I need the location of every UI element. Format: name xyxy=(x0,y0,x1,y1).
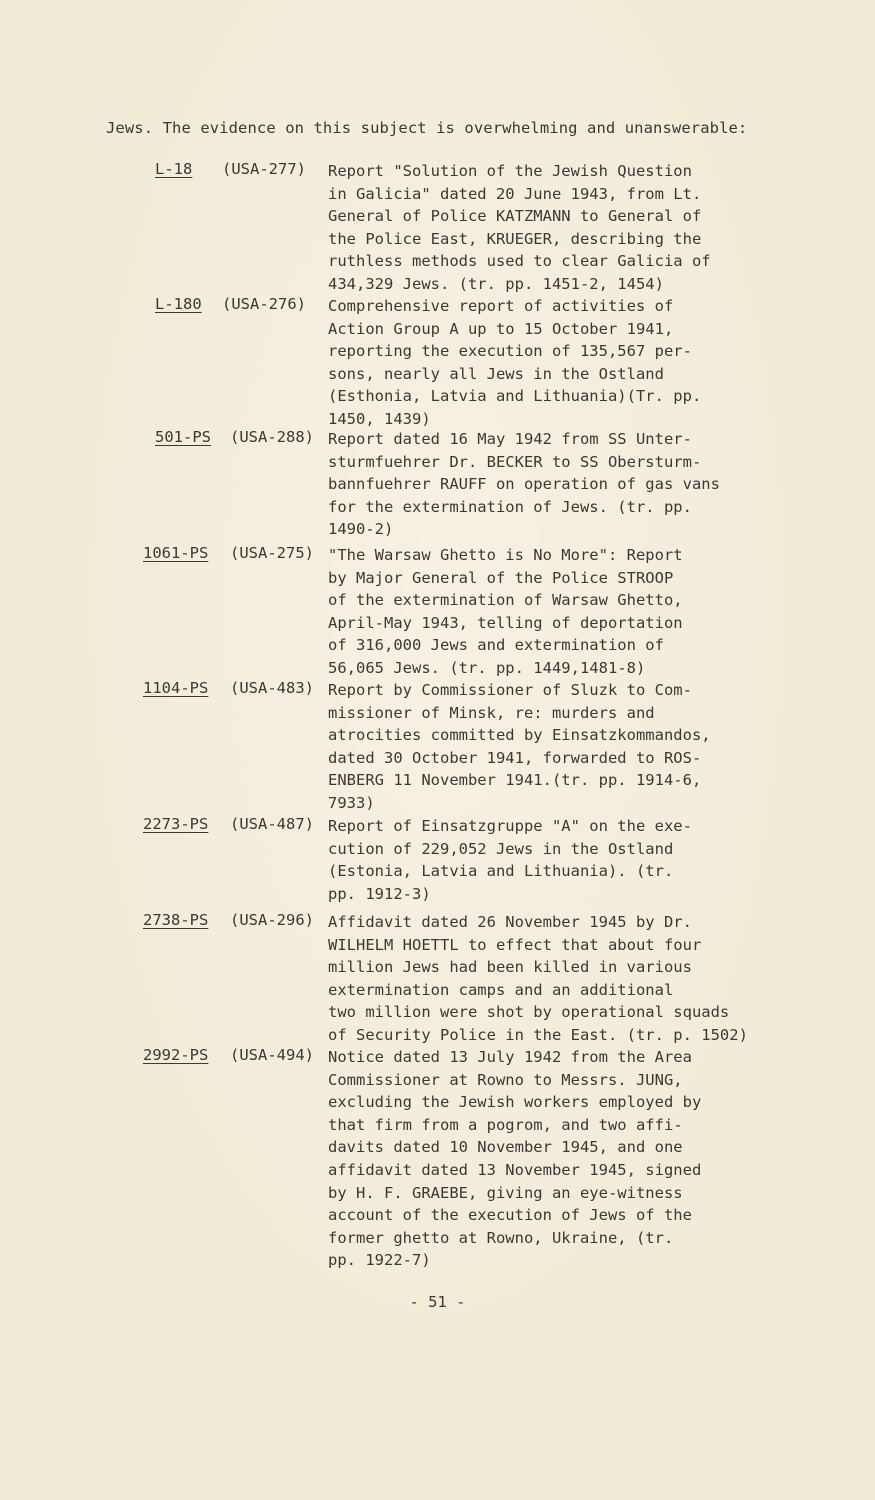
description-line: 434,329 Jews. (tr. pp. 1451-2, 1454) xyxy=(328,274,664,293)
description-line: WILHELM HOETTL to effect that about four xyxy=(328,935,702,954)
exhibit-number: (USA-277) xyxy=(222,160,306,178)
exhibit-number: (USA-487) xyxy=(230,815,314,833)
description-line: dated 30 October 1941, forwarded to ROS- xyxy=(328,748,702,767)
description-line: Commissioner at Rowno to Messrs. JUNG, xyxy=(328,1070,683,1089)
description-line: Report "Solution of the Jewish Question xyxy=(328,162,692,180)
description-line: "The Warsaw Ghetto is No More": Report xyxy=(328,546,683,564)
description-line: ENBERG 11 November 1941.(tr. pp. 1914-6, xyxy=(328,771,702,790)
description-line: 1490-2) xyxy=(328,520,394,539)
description-line: reporting the execution of 135,567 per- xyxy=(328,342,692,361)
description-line: (Estonia, Latvia and Lithuania). (tr. xyxy=(328,862,674,881)
description-line: extermination camps and an additional xyxy=(328,980,674,999)
description-line: pp. 1922-7) xyxy=(328,1251,431,1270)
document-id: L-180 xyxy=(155,295,202,313)
description-line: the Police East, KRUEGER, describing the xyxy=(328,229,702,248)
description-line: of Security Police in the East. (tr. p. 1502) xyxy=(328,1025,748,1044)
document-id: 2992-PS xyxy=(143,1046,209,1064)
description-line: that firm from a pogrom, and two affi- xyxy=(328,1115,683,1134)
document-id: 1104-PS xyxy=(143,679,209,697)
description-line: davits dated 10 November 1945, and one xyxy=(328,1138,683,1157)
entry-description xyxy=(328,428,768,541)
description-line: April-May 1943, telling of deportation xyxy=(328,613,683,632)
description-line: Notice dated 13 July 1942 from the Area xyxy=(328,1048,692,1066)
description-line: atrocities committed by Einsatzkommandos, xyxy=(328,726,711,745)
description-line: 56,065 Jews. (tr. pp. 1449,1481-8) xyxy=(328,658,646,677)
description-line: (Esthonia, Latvia and Lithuania)(Tr. pp. xyxy=(328,387,702,406)
description-line: million Jews had been killed in various xyxy=(328,958,692,977)
description-line: affidavit dated 13 November 1945, signed xyxy=(328,1160,702,1179)
entry-description xyxy=(328,1046,768,1272)
entry-description xyxy=(328,679,768,815)
exhibit-number: (USA-494) xyxy=(230,1046,314,1064)
description-line: two million were shot by operational squads xyxy=(328,1003,730,1022)
description-line: cution of 229,052 Jews in the Ostland xyxy=(328,839,674,858)
description-line: Report of Einsatzgruppe "A" on the exe- xyxy=(328,817,692,835)
description-line: by Major General of the Police STROOP xyxy=(328,568,674,587)
description-line: 1450, 1439) xyxy=(328,409,431,428)
document-id: 2738-PS xyxy=(143,911,209,929)
page-number: - 51 - xyxy=(409,1293,466,1311)
exhibit-number: (USA-275) xyxy=(230,544,314,562)
description-line: pp. 1912-3) xyxy=(328,884,431,903)
description-line: for the extermination of Jews. (tr. pp. xyxy=(328,497,692,516)
description-line: ruthless methods used to clear Galicia of xyxy=(328,252,711,271)
description-line: Report by Commissioner of Sluzk to Com- xyxy=(328,681,692,699)
description-line: by H. F. GRAEBE, giving an eye-witness xyxy=(328,1183,683,1202)
description-line: in Galicia" dated 20 June 1943, from Lt. xyxy=(328,184,702,203)
description-line: account of the execution of Jews of the xyxy=(328,1206,692,1225)
document-id: 2273-PS xyxy=(143,815,209,833)
description-line: 7933) xyxy=(328,793,375,812)
description-line: missioner of Minsk, re: murders and xyxy=(328,703,655,722)
description-line: Action Group A up to 15 October 1941, xyxy=(328,319,674,338)
description-line: of 316,000 Jews and extermination of xyxy=(328,636,664,655)
entry-description xyxy=(328,911,768,1047)
document-id: 1061-PS xyxy=(143,544,209,562)
description-line: Comprehensive report of activities of xyxy=(328,297,674,315)
entry-description xyxy=(328,160,768,296)
intro-sentence: Jews. The evidence on this subject is overwhelming and unanswerable: xyxy=(106,119,748,137)
description-line: excluding the Jewish workers employed by xyxy=(328,1093,702,1112)
document-id: 501-PS xyxy=(155,428,211,446)
description-line: Report dated 16 May 1942 from SS Unter- xyxy=(328,430,692,448)
entry-description xyxy=(328,815,768,905)
description-line: of the extermination of Warsaw Ghetto, xyxy=(328,591,683,610)
description-line: Affidavit dated 26 November 1945 by Dr. xyxy=(328,913,692,931)
exhibit-number: (USA-288) xyxy=(230,428,314,446)
exhibit-number: (USA-483) xyxy=(230,679,314,697)
document-id: L-18 xyxy=(155,160,193,178)
description-line: General of Police KATZMANN to General of xyxy=(328,207,702,226)
description-line: sons, nearly all Jews in the Ostland xyxy=(328,364,664,383)
exhibit-number: (USA-296) xyxy=(230,911,314,929)
exhibit-number: (USA-276) xyxy=(222,295,306,313)
description-line: bannfuehrer RAUFF on operation of gas vans xyxy=(328,475,720,494)
entry-description xyxy=(328,295,768,431)
entry-description xyxy=(328,544,768,680)
description-line: sturmfuehrer Dr. BECKER to SS Obersturm- xyxy=(328,452,702,471)
description-line: former ghetto at Rowno, Ukraine, (tr. xyxy=(328,1228,674,1247)
